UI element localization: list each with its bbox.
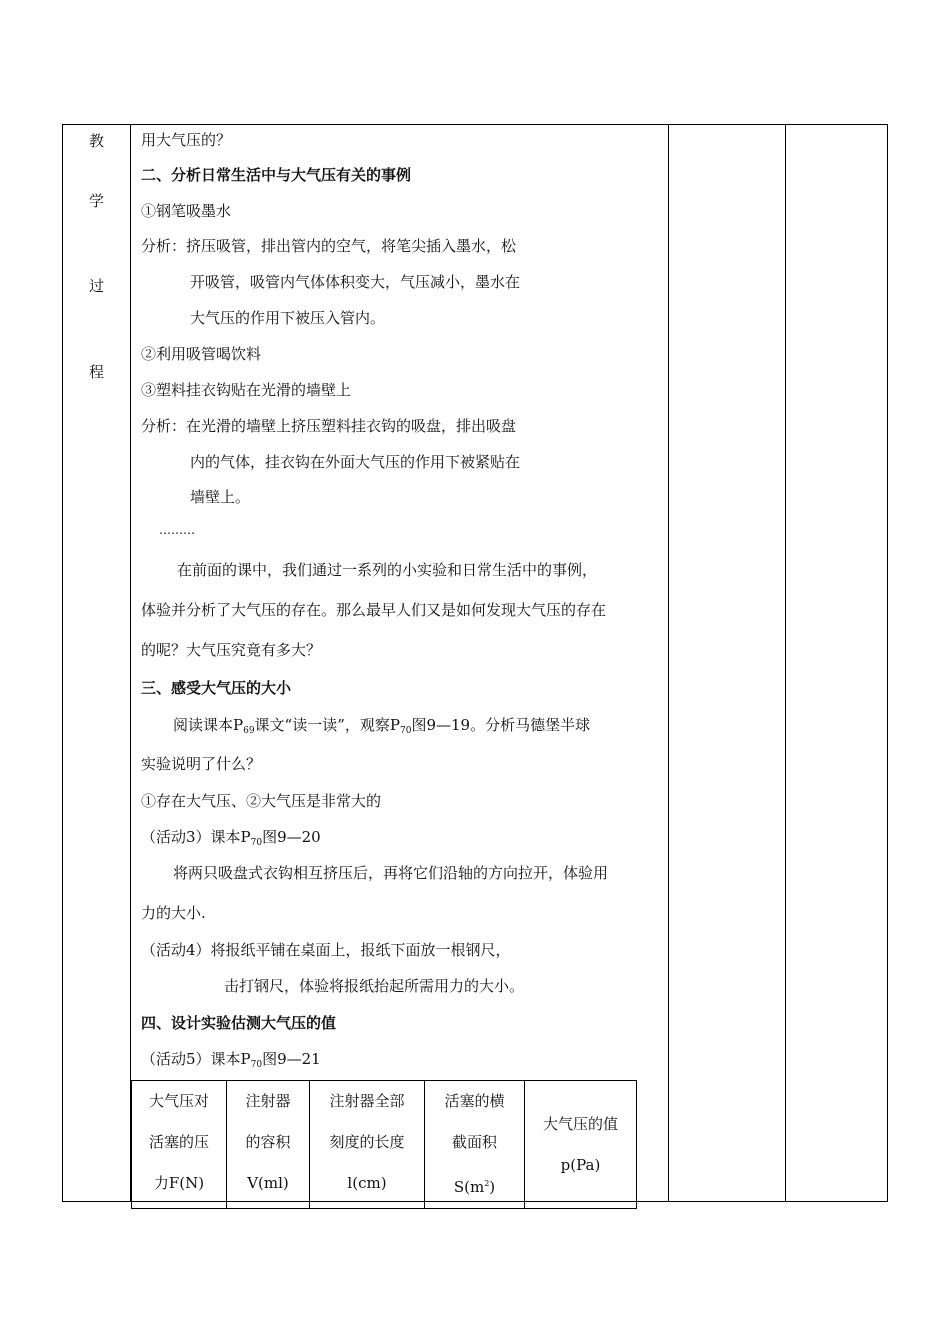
text-line: 击打钢尺，体验将报纸抬起所需用力的大小。 [224,977,525,995]
text-line: 体验并分析了大气压的存在。那么最早人们又是如何发现大气压的存在 [141,601,607,619]
table-header-cell: 活塞的横 截面积 $S(m^2)$ [425,1081,525,1209]
section-heading: 二、分析日常生活中与大气压有关的事例 [141,166,412,184]
column-divider [130,125,131,1201]
text-line: （活动3）课本$P_{70}$图9—20 [141,828,321,848]
table-header-cell: 大气压对 活塞的压 力F(N) [132,1081,227,1209]
column-divider [668,125,669,1201]
text-line: 内的气体，挂衣钩在外面大气压的作用下被紧贴在 [190,453,521,471]
text-line: ②利用吸管喝饮料 [141,345,262,363]
text-line: 实验说明了什么？ [141,755,262,773]
side-label-char: 教 [88,132,104,150]
text-line: 将两只吸盘式衣钩相互挤压后，再将它们沿轴的方向拉开，体验用 [173,864,609,882]
column-divider [785,125,786,1201]
text-line: （活动5）课本$P_{70}$图9—21 [141,1050,321,1070]
section-heading: 三、感受大气压的大小 [141,679,292,697]
text-line: 阅读课本$P_{69}$课文“读一读”，观察$P_{70}$图9—19。分析马德堡半球 [173,716,591,736]
text-line: 墙壁上。 [190,488,251,506]
text-line: 的呢？大气压究竟有多大？ [141,641,322,659]
table-header-cell: 大气压的值 p(Pa) [525,1081,637,1209]
text-line: ③塑料挂衣钩贴在光滑的墙壁上 [141,381,352,399]
ellipsis: ……… [159,523,195,537]
side-label-char: 学 [88,192,104,210]
lesson-table [62,124,888,1202]
text-line: ①钢笔吸墨水 [141,202,232,220]
text-line: 分析：在光滑的墙壁上挤压塑料挂衣钩的吸盘，排出吸盘 [141,417,517,435]
text-line: ①存在大气压、②大气压是非常大的 [141,792,382,810]
text-line: 力的大小. [141,904,206,922]
text-line: （活动4）将报纸平铺在桌面上，报纸下面放一根钢尺， [141,941,511,959]
table-header-cell: 注射器 的容积 V(ml) [227,1081,310,1209]
table-header-cell: 注射器全部 刻度的长度 l(cm) [310,1081,425,1209]
text-line: 开吸管，吸管内气体体积变大，气压减小，墨水在 [190,273,521,291]
text-line: 在前面的课中，我们通过一系列的小实验和日常生活中的事例， [177,561,598,579]
measurement-table [131,1080,637,1209]
text-line: 分析：挤压吸管，排出管内的空气，将笔尖插入墨水，松 [141,237,517,255]
side-label-char: 过 [88,277,104,295]
text-line: 用大气压的？ [141,131,232,149]
text-line: 大气压的作用下被压入管内。 [190,309,386,327]
section-heading: 四、设计实验估测大气压的值 [141,1014,337,1032]
side-label-char: 程 [88,363,104,381]
